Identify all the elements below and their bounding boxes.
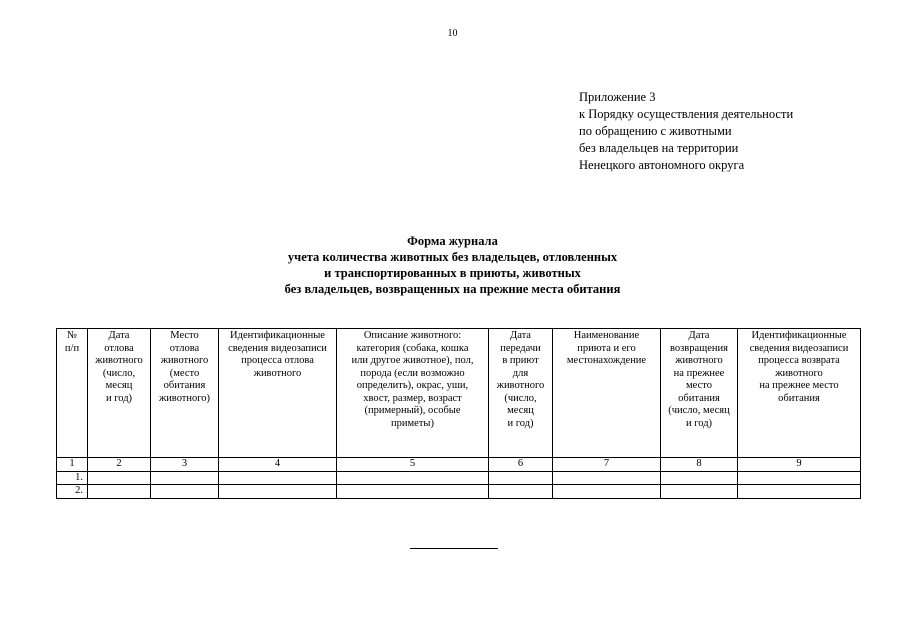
appendix-line: к Порядку осуществления деятельности: [579, 107, 794, 121]
column-number-cell: 5: [337, 458, 489, 472]
column-header-line: в приют: [502, 355, 539, 366]
column-number-cell: 7: [553, 458, 661, 472]
column-header-line: отлова: [104, 342, 134, 354]
row-number-cell: 2.: [57, 485, 88, 499]
column-header-line: п/п: [64, 342, 80, 354]
form-title-line: без владельцев, возвращенных на прежние места обитания: [284, 282, 621, 296]
column-header-line: процесса возврата: [758, 355, 840, 366]
column-header: [57, 329, 88, 458]
table-row: [57, 471, 861, 485]
column-header-line: на прежнее место: [759, 380, 839, 391]
footer-separator-line: [410, 548, 498, 549]
column-number-cell: 3: [151, 458, 219, 472]
column-header-line: Идентификационные: [751, 330, 847, 341]
table-cell: [489, 471, 553, 485]
appendix-line: Ненецкого автономного округа: [579, 158, 745, 172]
column-header-line: и год): [507, 417, 534, 429]
column-header-line: порода (если возможно: [360, 367, 465, 379]
column-header-line: передачи: [500, 342, 541, 354]
column-header-line: обитания: [163, 380, 206, 391]
column-number-cell: 6: [489, 458, 553, 472]
column-header-line: Дата: [108, 330, 130, 341]
column-header-line: возвращения: [670, 342, 728, 354]
column-header-line: (число, месяц: [668, 405, 730, 416]
column-header-line: (примерный), особые: [364, 405, 461, 416]
column-header-line: животного: [675, 355, 723, 366]
column-header-line: место: [686, 380, 712, 391]
column-header: [151, 329, 219, 458]
column-number-row: [57, 458, 861, 472]
column-header-line: (место: [169, 367, 200, 379]
table-cell: [151, 485, 219, 499]
column-number-cell: 2: [88, 458, 151, 472]
column-header-line: обитания: [678, 392, 720, 404]
table-cell: [553, 471, 661, 485]
column-header-line: №: [66, 330, 78, 341]
column-header-line: местонахождение: [566, 355, 647, 366]
table-cell: [219, 471, 337, 485]
column-header: [88, 329, 151, 458]
column-header: [337, 329, 489, 458]
row-number-cell: 1.: [57, 471, 88, 485]
column-header-line: сведения видеозаписи: [228, 342, 327, 354]
form-title-line: Форма журнала: [407, 234, 498, 248]
table-cell: [489, 485, 553, 499]
column-header-line: (число,: [102, 367, 136, 379]
column-number-cell: 9: [738, 458, 861, 472]
table-cell: [151, 471, 219, 485]
journal-table: [56, 328, 861, 499]
column-header-line: месяц: [507, 405, 534, 416]
column-header: [661, 329, 738, 458]
table-cell: [88, 471, 151, 485]
table-cell: [337, 471, 489, 485]
column-header-line: Наименование: [573, 330, 640, 341]
column-header-line: животного: [775, 367, 823, 379]
table-cell: [337, 485, 489, 499]
column-header-line: животного: [496, 380, 545, 391]
column-header-line: животного: [253, 367, 302, 379]
column-header-line: приметы): [391, 417, 434, 429]
header-row: [57, 329, 861, 458]
column-header: [489, 329, 553, 458]
column-header-line: определить), окрас, уши,: [356, 380, 469, 391]
column-header-line: хвост, размер, возраст: [363, 392, 462, 404]
table-row: [57, 485, 861, 499]
appendix-line: без владельцев на территории: [579, 141, 739, 155]
column-header-line: Место: [170, 330, 199, 341]
table-cell: [88, 485, 151, 499]
table-cell: [661, 471, 738, 485]
appendix-line: Приложение 3: [579, 90, 656, 104]
column-header-line: категория (собака, кошка: [356, 342, 469, 354]
column-header-line: месяц: [105, 380, 133, 391]
column-header-line: процесса отлова: [241, 355, 314, 366]
column-header-line: на прежнее: [673, 367, 725, 379]
column-header: [553, 329, 661, 458]
appendix-line: по обращению с животными: [579, 124, 732, 138]
column-header-line: приюта и его: [577, 342, 636, 354]
column-header-line: Описание животного:: [363, 330, 462, 341]
table-cell: [553, 485, 661, 499]
column-header-line: Дата: [510, 330, 531, 341]
column-header-line: (число,: [504, 392, 537, 404]
form-title-line: и транспортированных в приюты, животных: [324, 266, 581, 280]
column-number-cell: 1: [57, 458, 88, 472]
table-cell: [219, 485, 337, 499]
column-header-line: для: [512, 367, 529, 379]
column-header: [219, 329, 337, 458]
table-cell: [738, 471, 861, 485]
column-header-line: животного: [95, 355, 143, 366]
form-title-line: учета количества животных без владельцев, отловленных: [287, 250, 618, 264]
table-cell: [661, 485, 738, 499]
column-header-line: и год): [105, 392, 133, 404]
column-header-line: животного: [160, 355, 209, 366]
column-header-line: отлова: [169, 342, 200, 354]
column-header-line: Дата: [688, 330, 710, 341]
column-header-line: сведения видеозаписи: [749, 342, 849, 354]
column-header: [738, 329, 861, 458]
column-header-line: и год): [685, 417, 713, 429]
form-title: [0, 233, 905, 297]
appendix-block: [579, 89, 793, 174]
column-number-cell: 8: [661, 458, 738, 472]
column-number-cell: 4: [219, 458, 337, 472]
column-header-line: животного): [158, 392, 211, 404]
table-cell: [738, 485, 861, 499]
column-header-line: обитания: [778, 392, 820, 404]
column-header-line: Идентификационные: [230, 330, 325, 341]
column-header-line: или другое животное), пол,: [351, 355, 474, 366]
page-number: 10: [447, 28, 458, 39]
